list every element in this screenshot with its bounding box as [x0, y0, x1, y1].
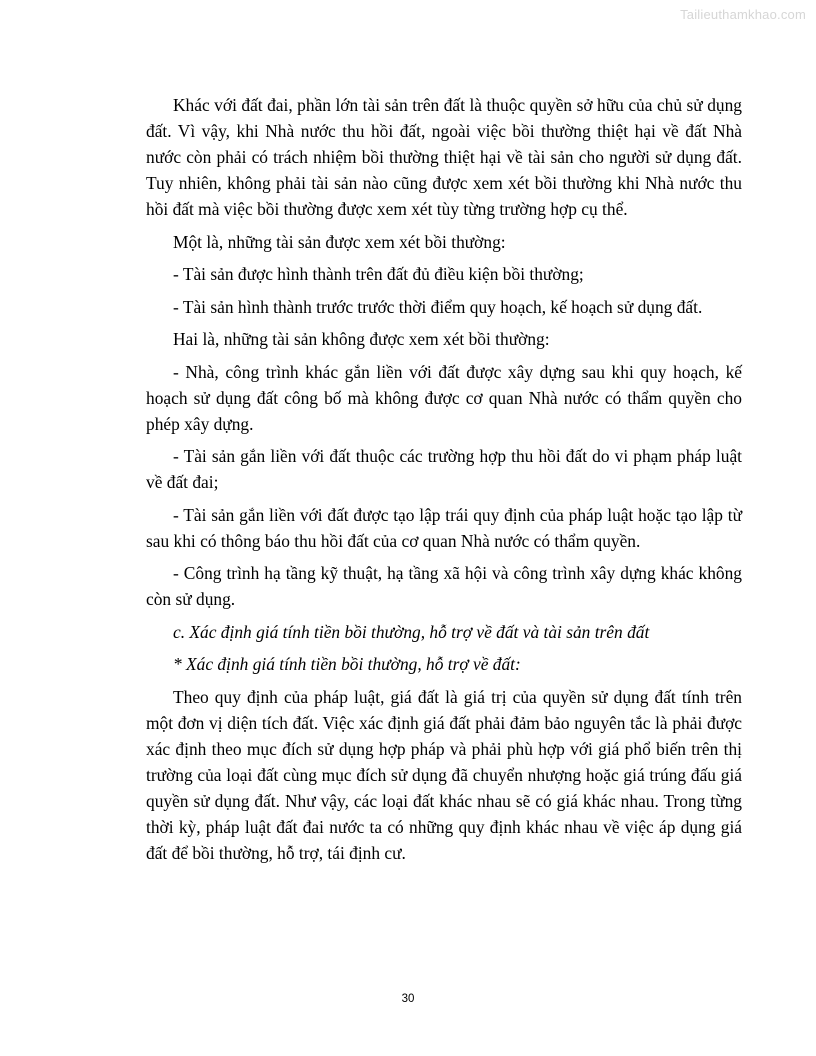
- list-item: - Tài sản được hình thành trên đất đủ điều kiện bồi thường;: [173, 264, 584, 284]
- paragraph-compensable-heading: Một là, những tài sản được xem xét bồi thường:: [173, 231, 506, 252]
- section-heading: c. Xác định giá tính tiền bồi thường, hỗ trợ về đất và tài sản trên đất: [173, 621, 650, 642]
- list-item: - Tài sản gắn liền với đất thuộc các trường hợp thu hồi đất do vi phạm pháp luật về đất đai;: [146, 446, 742, 492]
- document-body: [146, 92, 742, 872]
- paragraph-land-price: Theo quy định của pháp luật, giá đất là giá trị của quyền sử dụng đất tính trên một đơn vị diện tích đất. Việc xác định giá đất phải đảm bảo nguyên tắc là phải được xác định theo mục đích sử dụng hợp pháp và phải phù hợp với giá phổ biến trên thị trường của loại đất cùng mục đích sử dụng đã chuyển nhượng hoặc giá trúng đấu giá quyền sử dụng đất. Như vậy, các loại đất khác nhau sẽ có giá khác nhau. Trong từng thời kỳ, pháp luật đất đai nước ta có những quy định khác nhau về việc áp dụng giá đất để bồi thường, hỗ trợ, tái định cư.: [146, 686, 742, 863]
- paragraph-intro: Khác với đất đai, phần lớn tài sản trên đất là thuộc quyền sở hữu của chủ sử dụng đất. Vì vậy, khi Nhà nước thu hồi đất, ngoài việc bồi thường thiệt hại về đất Nhà nước còn phải có trách nhiệm bồi thường thiệt hại về tài sản cho người sử dụng đất. Tuy nhiên, không phải tài sản nào cũng được xem xét bồi thường khi Nhà nước thu hồi đất mà việc bồi thường được xem xét tùy từng trường hợp cụ thể.: [146, 95, 742, 219]
- page-number: 30: [401, 993, 415, 1005]
- list-item: - Nhà, công trình khác gắn liền với đất được xây dựng sau khi quy hoạch, kế hoạch sử dụng đất công bố mà không được cơ quan Nhà nước có thẩm quyền cho phép xây dựng.: [146, 361, 742, 434]
- watermark: Tailieuthamkhao.com: [680, 7, 806, 22]
- paragraph-noncompensable-heading: Hai là, những tài sản không được xem xét bồi thường:: [173, 329, 550, 349]
- list-item: - Tài sản hình thành trước trước thời điểm quy hoạch, kế hoạch sử dụng đất.: [173, 296, 703, 317]
- subsection-heading: * Xác định giá tính tiền bồi thường, hỗ trợ về đất:: [173, 654, 521, 674]
- list-item: - Công trình hạ tầng kỹ thuật, hạ tầng xã hội và công trình xây dựng khác không còn sử dụng.: [146, 563, 742, 609]
- list-item: - Tài sản gắn liền với đất được tạo lập trái quy định của pháp luật hoặc tạo lập từ sau khi có thông báo thu hồi đất của cơ quan Nhà nước có thẩm quyền.: [146, 504, 742, 551]
